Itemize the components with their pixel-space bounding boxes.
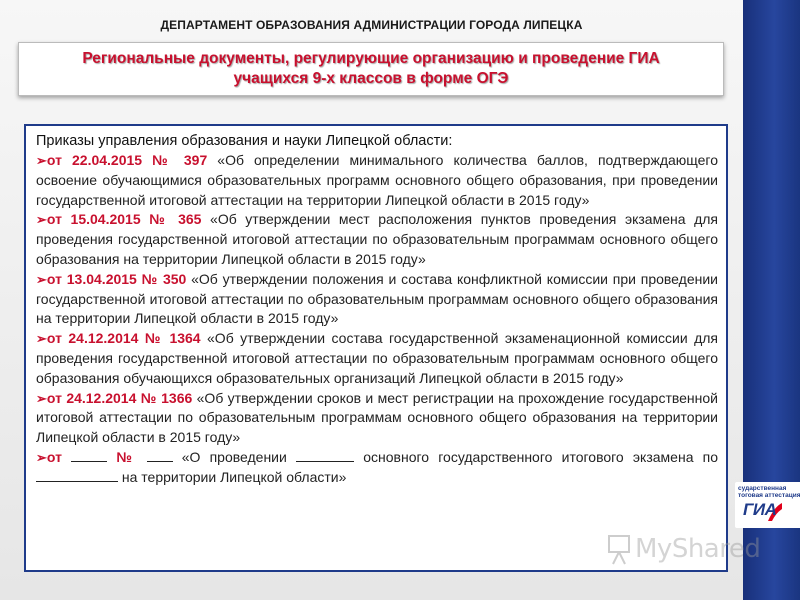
arrow-bullet-icon: ➢	[36, 212, 47, 228]
gia-logo-text: ГИА	[743, 500, 777, 519]
order-ref-num: №	[116, 448, 138, 465]
blank-form-field	[296, 448, 354, 462]
order-item-2	[36, 210, 718, 269]
order-item-4	[36, 329, 718, 388]
blank-date-field	[71, 448, 107, 462]
gia-logo-caption: сударственная тоговая аттестация	[738, 485, 800, 499]
department-header: ДЕПАРТАМЕНТ ОБРАЗОВАНИЯ АДМИНИСТРАЦИИ ГОРОДА ЛИПЕЦКА	[160, 18, 583, 32]
order-ref: от 15.04.2015 № 365	[46, 211, 202, 228]
watermark-text: MyShared	[635, 534, 761, 564]
gia-logo	[735, 482, 800, 528]
arrow-bullet-icon: ➢	[36, 390, 47, 406]
arrow-bullet-icon: ➢	[36, 271, 47, 287]
slide-title-box	[18, 42, 724, 96]
order-ref-ot: от	[46, 448, 62, 465]
order-ref: от 22.04.2015 № 397	[46, 152, 208, 168]
order-text-c: на территории Липецкой области»	[121, 468, 347, 485]
order-text: «Об утверждении состава государственной экзаменационной комиссии для проведения государственной итоговой аттестации по образовательным программам основного общего образования обучающихся образовательных организаций Липецкой области в 2015 году»	[36, 330, 718, 386]
arrow-bullet-icon: ➢	[36, 331, 47, 347]
order-text: «Об утверждении сроков и мест регистрации на прохождение государственной итоговой аттестации по образовательным программам основного общего образования на территории Липецкой области в 2015 году»	[36, 389, 718, 446]
order-item-3	[36, 270, 718, 329]
order-text-b: основного государственного итогового экзамена по	[363, 448, 719, 465]
arrow-bullet-icon: ➢	[36, 449, 47, 465]
slide-title	[82, 49, 659, 89]
order-ref: от 24.12.2014 № 1364	[46, 330, 201, 347]
order-ref: от 13.04.2015 № 350	[46, 270, 187, 287]
order-item-template	[36, 448, 718, 488]
blank-number-field	[147, 448, 173, 462]
order-text: «Об утверждении мест расположения пунктов проведения экзамена для проведения государственной итоговой аттестации по образовательным программам основного общего образования на территории Липецкой области в 2015 году»	[36, 211, 719, 267]
slide-title-line1: Региональные документы, регулирующие организацию и проведение ГИА	[82, 50, 660, 67]
orders-heading: Приказы управления образования и науки Липецкой области:	[36, 133, 453, 149]
order-ref: от 24.12.2014 № 1366	[46, 389, 193, 406]
order-text: «Об определении минимального количества баллов, подтверждающего освоение обучающимися образовательных программ основного общего образования, при проведении государственной итоговой аттестации на территории Липецкой области в 2015 году»	[36, 152, 719, 208]
order-item-1	[36, 151, 718, 210]
arrow-bullet-icon: ➢	[36, 153, 47, 168]
blank-subject-field	[36, 468, 118, 482]
order-text: «Об утверждении положения и состава конфликтной комиссии при проведении государственной итоговой аттестации по образовательным программам основного общего образования на территории Липецкой области в 2015 году»	[36, 270, 718, 327]
slide-title-line2: учащихся 9-х классов в форме ОГЭ	[233, 70, 509, 87]
order-text-a: «О проведении	[181, 448, 287, 465]
order-item-5	[36, 389, 718, 448]
orders-content-box	[24, 124, 728, 572]
